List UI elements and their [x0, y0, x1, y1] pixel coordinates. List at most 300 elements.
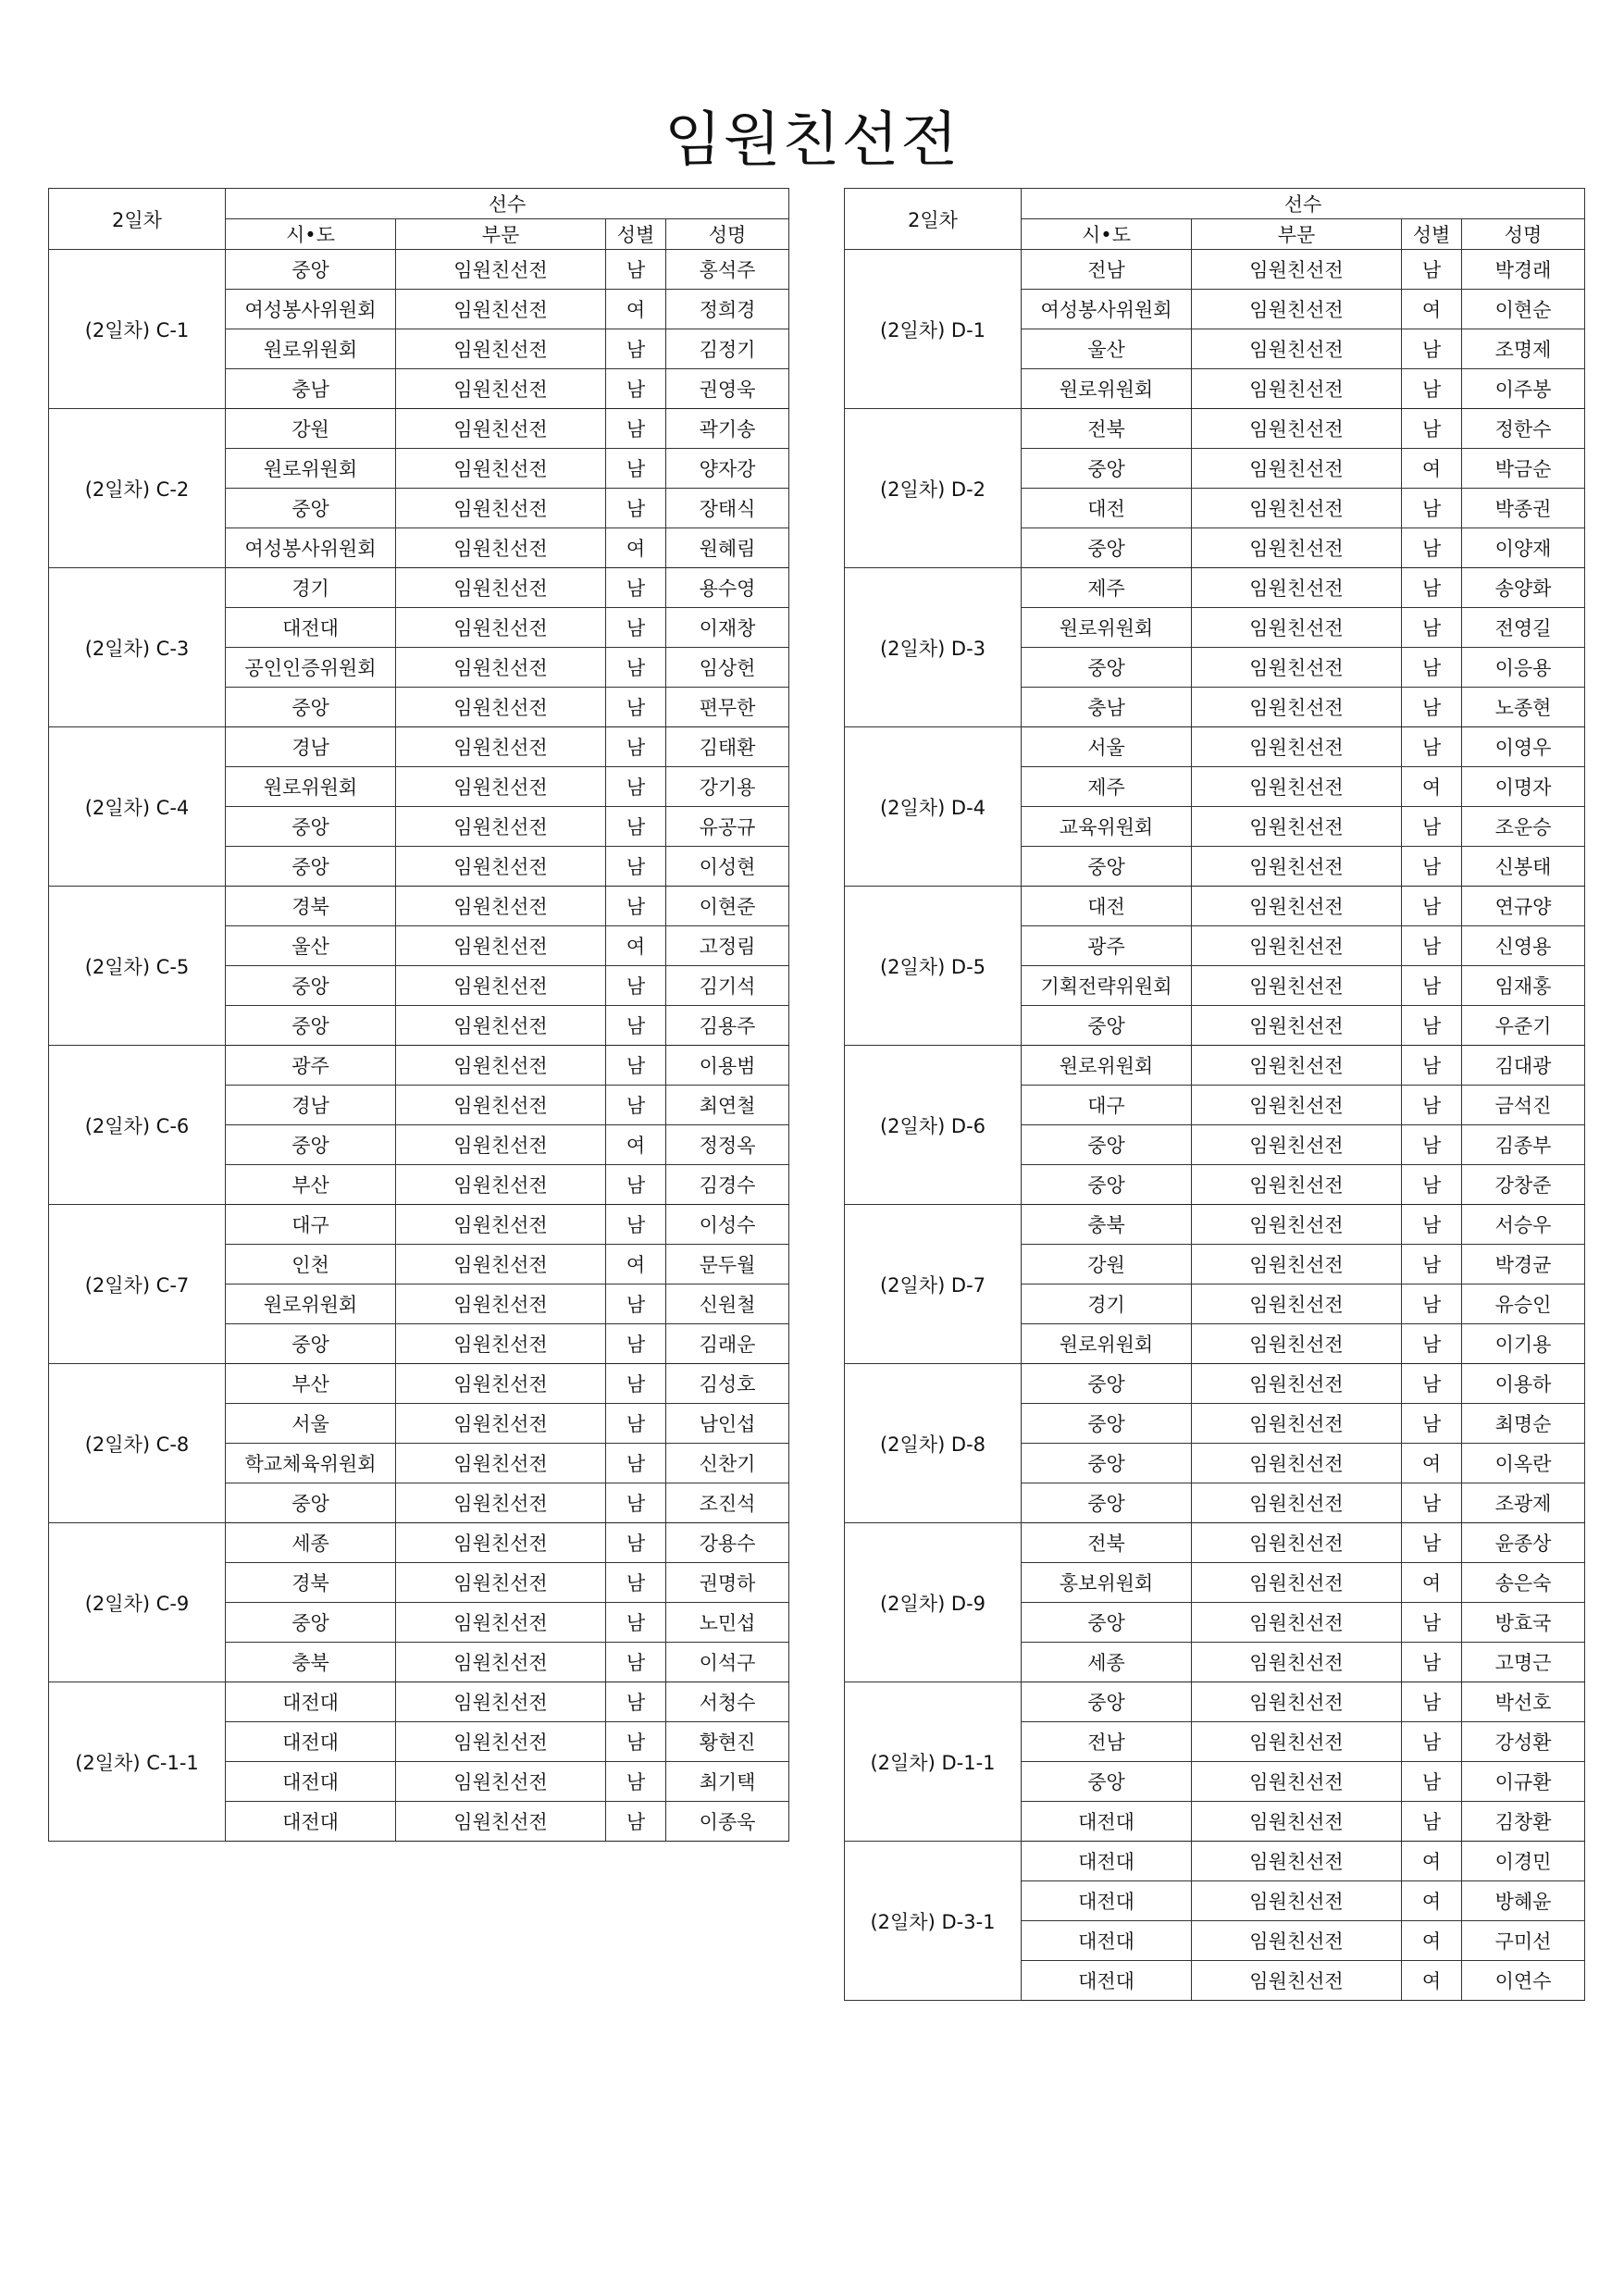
region-cell: 중앙	[1022, 528, 1192, 568]
region-cell: 대전대	[226, 1762, 396, 1802]
division-cell: 임원친선전	[1192, 568, 1402, 608]
division-cell: 임원친선전	[396, 1245, 606, 1285]
region-cell: 중앙	[1022, 449, 1192, 489]
player-name-cell: 김창환	[1462, 1802, 1585, 1842]
player-name-cell: 신원철	[666, 1285, 789, 1324]
region-cell: 인천	[226, 1245, 396, 1285]
name-column-header: 성명	[1462, 219, 1585, 250]
player-name-cell: 조광제	[1462, 1483, 1585, 1523]
region-cell: 중앙	[1022, 1006, 1192, 1046]
region-cell: 충남	[226, 369, 396, 409]
division-cell: 임원친선전	[396, 1006, 606, 1046]
region-cell: 전북	[1022, 409, 1192, 449]
player-name-cell: 서청수	[666, 1682, 789, 1722]
player-name-cell: 유공규	[666, 807, 789, 847]
player-name-cell: 권영욱	[666, 369, 789, 409]
division-cell: 임원친선전	[396, 1603, 606, 1643]
region-cell: 제주	[1022, 767, 1192, 807]
division-cell: 임원친선전	[1192, 409, 1402, 449]
group-label: (2일차) C-5	[49, 887, 226, 1046]
region-cell: 서울	[226, 1404, 396, 1444]
division-cell: 임원친선전	[396, 1802, 606, 1842]
gender-cell: 남	[1402, 608, 1462, 648]
gender-cell: 남	[1402, 1404, 1462, 1444]
region-cell: 원로위원회	[1022, 608, 1192, 648]
region-cell: 대전대	[226, 1722, 396, 1762]
division-cell: 임원친선전	[396, 807, 606, 847]
region-cell: 여성봉사위원회	[1022, 290, 1192, 329]
division-cell: 임원친선전	[396, 1165, 606, 1205]
region-cell: 전북	[1022, 1523, 1192, 1563]
player-name-cell: 권명하	[666, 1563, 789, 1603]
region-cell: 중앙	[226, 250, 396, 290]
region-cell: 여성봉사위원회	[226, 290, 396, 329]
player-name-cell: 이응용	[1462, 648, 1585, 688]
player-name-cell: 이기용	[1462, 1324, 1585, 1364]
gender-cell: 남	[606, 807, 666, 847]
name-column-header: 성명	[666, 219, 789, 250]
gender-column-header: 성별	[606, 219, 666, 250]
player-name-cell: 조운승	[1462, 807, 1585, 847]
gender-cell: 여	[606, 1125, 666, 1165]
division-cell: 임원친선전	[396, 1364, 606, 1404]
player-name-cell: 노종현	[1462, 688, 1585, 727]
division-cell: 임원친선전	[396, 688, 606, 727]
gender-cell: 남	[1402, 1285, 1462, 1324]
player-name-cell: 유승인	[1462, 1285, 1585, 1324]
region-cell: 강원	[1022, 1245, 1192, 1285]
division-cell: 임원친선전	[1192, 1961, 1402, 2001]
player-name-cell: 구미선	[1462, 1921, 1585, 1961]
group-label: (2일차) D-1-1	[845, 1682, 1022, 1842]
region-cell: 세종	[226, 1523, 396, 1563]
player-name-cell: 이종욱	[666, 1802, 789, 1842]
table-row	[49, 568, 789, 608]
gender-cell: 남	[606, 767, 666, 807]
region-cell: 원로위원회	[1022, 1046, 1192, 1086]
gender-cell: 남	[1402, 926, 1462, 966]
player-name-cell: 우준기	[1462, 1006, 1585, 1046]
division-cell: 임원친선전	[1192, 1881, 1402, 1921]
gender-cell: 남	[1402, 648, 1462, 688]
region-cell: 대전대	[1022, 1842, 1192, 1881]
player-name-cell: 이성현	[666, 847, 789, 887]
division-cell: 임원친선전	[1192, 1364, 1402, 1404]
roster-table-left	[48, 188, 789, 1842]
gender-cell: 여	[606, 1245, 666, 1285]
player-name-cell: 정희경	[666, 290, 789, 329]
region-cell: 중앙	[1022, 1603, 1192, 1643]
player-name-cell: 문두월	[666, 1245, 789, 1285]
player-name-cell: 조진석	[666, 1483, 789, 1523]
player-name-cell: 전영길	[1462, 608, 1585, 648]
division-cell: 임원친선전	[396, 250, 606, 290]
player-name-cell: 이옥란	[1462, 1444, 1585, 1483]
group-label: (2일차) D-5	[845, 887, 1022, 1046]
region-cell: 경북	[226, 887, 396, 926]
player-name-cell: 이영우	[1462, 727, 1585, 767]
division-cell: 임원친선전	[1192, 1245, 1402, 1285]
region-cell: 대전대	[1022, 1881, 1192, 1921]
region-cell: 대전대	[1022, 1921, 1192, 1961]
table-row	[845, 1046, 1585, 1086]
region-cell: 광주	[1022, 926, 1192, 966]
player-name-cell: 김성호	[666, 1364, 789, 1404]
division-column-header: 부문	[1192, 219, 1402, 250]
region-cell: 중앙	[226, 1483, 396, 1523]
player-name-cell: 정한수	[1462, 409, 1585, 449]
players-header: 선수	[1022, 189, 1585, 219]
player-name-cell: 김용주	[666, 1006, 789, 1046]
player-name-cell: 이현준	[666, 887, 789, 926]
division-cell: 임원친선전	[1192, 329, 1402, 369]
gender-cell: 남	[1402, 1603, 1462, 1643]
region-cell: 중앙	[226, 1324, 396, 1364]
region-cell: 원로위원회	[226, 767, 396, 807]
region-cell: 중앙	[1022, 648, 1192, 688]
player-name-cell: 최연철	[666, 1086, 789, 1125]
player-name-cell: 황현진	[666, 1722, 789, 1762]
player-name-cell: 이명자	[1462, 767, 1585, 807]
region-cell: 대전	[1022, 489, 1192, 528]
gender-cell: 여	[1402, 1961, 1462, 2001]
division-cell: 임원친선전	[396, 608, 606, 648]
division-cell: 임원친선전	[1192, 449, 1402, 489]
division-cell: 임원친선전	[396, 290, 606, 329]
division-cell: 임원친선전	[396, 568, 606, 608]
region-cell: 충북	[1022, 1205, 1192, 1245]
region-cell: 강원	[226, 409, 396, 449]
player-name-cell: 이용하	[1462, 1364, 1585, 1404]
division-cell: 임원친선전	[1192, 688, 1402, 727]
gender-cell: 남	[1402, 1046, 1462, 1086]
player-name-cell: 박경균	[1462, 1245, 1585, 1285]
region-cell: 전남	[1022, 1722, 1192, 1762]
division-cell: 임원친선전	[1192, 648, 1402, 688]
division-cell: 임원친선전	[1192, 1324, 1402, 1364]
region-cell: 중앙	[1022, 1125, 1192, 1165]
division-cell: 임원친선전	[396, 449, 606, 489]
division-cell: 임원친선전	[396, 727, 606, 767]
gender-cell: 남	[1402, 250, 1462, 290]
division-cell: 임원친선전	[396, 1285, 606, 1324]
player-name-cell: 노민섭	[666, 1603, 789, 1643]
day-header: 2일차	[49, 189, 226, 250]
group-label: (2일차) C-9	[49, 1523, 226, 1682]
gender-cell: 남	[606, 688, 666, 727]
region-cell: 경북	[226, 1563, 396, 1603]
division-cell: 임원친선전	[1192, 847, 1402, 887]
region-cell: 충북	[226, 1643, 396, 1682]
region-cell: 중앙	[226, 807, 396, 847]
gender-cell: 여	[606, 528, 666, 568]
region-cell: 원로위원회	[226, 449, 396, 489]
group-label: (2일차) C-4	[49, 727, 226, 887]
day-header: 2일차	[845, 189, 1022, 250]
gender-cell: 남	[1402, 1523, 1462, 1563]
region-cell: 여성봉사위원회	[226, 528, 396, 568]
group-label: (2일차) C-2	[49, 409, 226, 568]
gender-cell: 여	[1402, 1563, 1462, 1603]
region-cell: 중앙	[1022, 1444, 1192, 1483]
player-name-cell: 이연수	[1462, 1961, 1585, 2001]
region-cell: 원로위원회	[226, 1285, 396, 1324]
region-cell: 중앙	[226, 1603, 396, 1643]
region-cell: 중앙	[226, 966, 396, 1006]
gender-cell: 남	[1402, 1205, 1462, 1245]
table-row	[49, 1523, 789, 1563]
gender-cell: 남	[606, 1722, 666, 1762]
division-cell: 임원친선전	[396, 1444, 606, 1483]
group-label: (2일차) D-8	[845, 1364, 1022, 1523]
region-cell: 부산	[226, 1165, 396, 1205]
gender-cell: 남	[1402, 688, 1462, 727]
player-name-cell: 양자강	[666, 449, 789, 489]
division-cell: 임원친선전	[1192, 1762, 1402, 1802]
region-cell: 중앙	[226, 1125, 396, 1165]
player-name-cell: 조명제	[1462, 329, 1585, 369]
region-cell: 중앙	[1022, 1404, 1192, 1444]
gender-cell: 남	[1402, 1762, 1462, 1802]
player-name-cell: 방효국	[1462, 1603, 1585, 1643]
player-name-cell: 이주봉	[1462, 369, 1585, 409]
player-name-cell: 최기택	[666, 1762, 789, 1802]
division-cell: 임원친선전	[1192, 1046, 1402, 1086]
gender-cell: 남	[1402, 329, 1462, 369]
gender-cell: 남	[606, 409, 666, 449]
gender-cell: 여	[1402, 767, 1462, 807]
player-name-cell: 정정옥	[666, 1125, 789, 1165]
region-cell: 제주	[1022, 568, 1192, 608]
division-cell: 임원친선전	[396, 648, 606, 688]
table-row	[49, 887, 789, 926]
region-cell: 대구	[226, 1205, 396, 1245]
region-cell: 원로위원회	[1022, 369, 1192, 409]
division-cell: 임원친선전	[1192, 528, 1402, 568]
region-cell: 중앙	[226, 688, 396, 727]
player-name-cell: 연규양	[1462, 887, 1585, 926]
region-cell: 원로위원회	[226, 329, 396, 369]
division-cell: 임원친선전	[1192, 1006, 1402, 1046]
gender-cell: 남	[606, 1324, 666, 1364]
player-name-cell: 박종권	[1462, 489, 1585, 528]
division-cell: 임원친선전	[396, 369, 606, 409]
region-cell: 중앙	[1022, 1483, 1192, 1523]
division-cell: 임원친선전	[396, 1125, 606, 1165]
group-label: (2일차) D-3-1	[845, 1842, 1022, 2001]
gender-cell: 남	[1402, 966, 1462, 1006]
gender-cell: 여	[1402, 1881, 1462, 1921]
region-cell: 세종	[1022, 1643, 1192, 1682]
division-cell: 임원친선전	[1192, 1285, 1402, 1324]
player-name-cell: 고명근	[1462, 1643, 1585, 1682]
player-name-cell: 신봉태	[1462, 847, 1585, 887]
division-cell: 임원친선전	[1192, 887, 1402, 926]
group-label: (2일차) D-7	[845, 1205, 1022, 1364]
region-cell: 부산	[226, 1364, 396, 1404]
player-name-cell: 이경민	[1462, 1842, 1585, 1881]
gender-cell: 남	[606, 727, 666, 767]
player-name-cell: 편무한	[666, 688, 789, 727]
division-cell: 임원친선전	[396, 966, 606, 1006]
player-name-cell: 강용수	[666, 1523, 789, 1563]
gender-cell: 남	[606, 1523, 666, 1563]
player-name-cell: 원혜림	[666, 528, 789, 568]
division-cell: 임원친선전	[396, 489, 606, 528]
group-label: (2일차) D-9	[845, 1523, 1022, 1682]
region-cell: 충남	[1022, 688, 1192, 727]
division-cell: 임원친선전	[396, 329, 606, 369]
gender-cell: 남	[606, 1046, 666, 1086]
player-name-cell: 강성환	[1462, 1722, 1585, 1762]
region-cell: 홍보위원회	[1022, 1563, 1192, 1603]
player-name-cell: 김태환	[666, 727, 789, 767]
group-label: (2일차) D-1	[845, 250, 1022, 409]
gender-cell: 남	[606, 250, 666, 290]
table-row	[845, 1364, 1585, 1404]
region-cell: 대전대	[226, 1802, 396, 1842]
player-name-cell: 이재창	[666, 608, 789, 648]
division-cell: 임원친선전	[1192, 767, 1402, 807]
region-cell: 경기	[1022, 1285, 1192, 1324]
table-row	[49, 409, 789, 449]
region-cell: 학교체육위원회	[226, 1444, 396, 1483]
region-cell: 대전대	[1022, 1961, 1192, 2001]
region-cell: 울산	[226, 926, 396, 966]
player-name-cell: 김래운	[666, 1324, 789, 1364]
group-label: (2일차) D-6	[845, 1046, 1022, 1205]
region-cell: 광주	[226, 1046, 396, 1086]
table-row	[845, 409, 1585, 449]
division-cell: 임원친선전	[396, 1404, 606, 1444]
player-name-cell: 신영용	[1462, 926, 1585, 966]
gender-cell: 남	[606, 887, 666, 926]
player-name-cell: 서승우	[1462, 1205, 1585, 1245]
division-cell: 임원친선전	[396, 887, 606, 926]
region-column-header: 시•도	[226, 219, 396, 250]
division-column-header: 부문	[396, 219, 606, 250]
division-cell: 임원친선전	[396, 847, 606, 887]
division-cell: 임원친선전	[1192, 489, 1402, 528]
gender-cell: 여	[606, 926, 666, 966]
group-label: (2일차) C-1-1	[49, 1682, 226, 1842]
region-cell: 기획전략위원회	[1022, 966, 1192, 1006]
player-name-cell: 고정림	[666, 926, 789, 966]
player-name-cell: 곽기송	[666, 409, 789, 449]
gender-cell: 남	[1402, 1643, 1462, 1682]
gender-cell: 여	[1402, 290, 1462, 329]
player-name-cell: 임상헌	[666, 648, 789, 688]
group-label: (2일차) D-3	[845, 568, 1022, 727]
players-header: 선수	[226, 189, 789, 219]
player-name-cell: 이석구	[666, 1643, 789, 1682]
group-label: (2일차) D-4	[845, 727, 1022, 887]
gender-cell: 남	[1402, 1483, 1462, 1523]
gender-cell: 남	[1402, 1364, 1462, 1404]
division-cell: 임원친선전	[1192, 1205, 1402, 1245]
gender-cell: 남	[606, 1165, 666, 1205]
player-name-cell: 송양화	[1462, 568, 1585, 608]
division-cell: 임원친선전	[1192, 369, 1402, 409]
region-cell: 대전대	[1022, 1802, 1192, 1842]
gender-cell: 남	[1402, 1006, 1462, 1046]
page-title: 임원친선전	[663, 106, 961, 175]
division-cell: 임원친선전	[1192, 1404, 1402, 1444]
table-row	[845, 727, 1585, 767]
player-name-cell: 남인섭	[666, 1404, 789, 1444]
region-cell: 중앙	[226, 1006, 396, 1046]
player-name-cell: 강기용	[666, 767, 789, 807]
gender-cell: 여	[1402, 1921, 1462, 1961]
division-cell: 임원친선전	[396, 528, 606, 568]
region-cell: 중앙	[1022, 1762, 1192, 1802]
gender-cell: 남	[1402, 1802, 1462, 1842]
region-cell: 서울	[1022, 727, 1192, 767]
division-cell: 임원친선전	[396, 926, 606, 966]
region-cell: 중앙	[1022, 1364, 1192, 1404]
gender-cell: 남	[1402, 528, 1462, 568]
region-cell: 전남	[1022, 250, 1192, 290]
player-name-cell: 김경수	[666, 1165, 789, 1205]
player-name-cell: 이양재	[1462, 528, 1585, 568]
table-row	[49, 1205, 789, 1245]
region-cell: 공인인증위원회	[226, 648, 396, 688]
gender-column-header: 성별	[1402, 219, 1462, 250]
table-row	[845, 887, 1585, 926]
division-cell: 임원친선전	[396, 409, 606, 449]
gender-cell: 남	[606, 1483, 666, 1523]
division-cell: 임원친선전	[1192, 1842, 1402, 1881]
division-cell: 임원친선전	[1192, 1722, 1402, 1762]
division-cell: 임원친선전	[1192, 608, 1402, 648]
group-label: (2일차) C-8	[49, 1364, 226, 1523]
region-column-header: 시•도	[1022, 219, 1192, 250]
player-name-cell: 최명순	[1462, 1404, 1585, 1444]
group-label: (2일차) C-7	[49, 1205, 226, 1364]
division-cell: 임원친선전	[396, 1205, 606, 1245]
player-name-cell: 박경래	[1462, 250, 1585, 290]
division-cell: 임원친선전	[1192, 1086, 1402, 1125]
region-cell: 경기	[226, 568, 396, 608]
division-cell: 임원친선전	[396, 1483, 606, 1523]
division-cell: 임원친선전	[1192, 1125, 1402, 1165]
gender-cell: 남	[606, 847, 666, 887]
player-name-cell: 임재홍	[1462, 966, 1585, 1006]
gender-cell: 남	[1402, 1125, 1462, 1165]
player-name-cell: 박선호	[1462, 1682, 1585, 1722]
player-name-cell: 이용범	[666, 1046, 789, 1086]
region-cell: 대전대	[226, 608, 396, 648]
player-name-cell: 송은숙	[1462, 1563, 1585, 1603]
division-cell: 임원친선전	[396, 1046, 606, 1086]
table-row	[845, 250, 1585, 290]
region-cell: 경남	[226, 727, 396, 767]
division-cell: 임원친선전	[396, 1563, 606, 1603]
player-name-cell: 김종부	[1462, 1125, 1585, 1165]
region-cell: 중앙	[226, 489, 396, 528]
gender-cell: 남	[1402, 1165, 1462, 1205]
player-name-cell: 이규환	[1462, 1762, 1585, 1802]
player-name-cell: 금석진	[1462, 1086, 1585, 1125]
gender-cell: 남	[606, 1086, 666, 1125]
gender-cell: 여	[1402, 1842, 1462, 1881]
player-name-cell: 윤종상	[1462, 1523, 1585, 1563]
gender-cell: 남	[606, 608, 666, 648]
player-name-cell: 김대광	[1462, 1046, 1585, 1086]
gender-cell: 남	[606, 1444, 666, 1483]
gender-cell: 남	[606, 648, 666, 688]
table-row	[49, 250, 789, 290]
